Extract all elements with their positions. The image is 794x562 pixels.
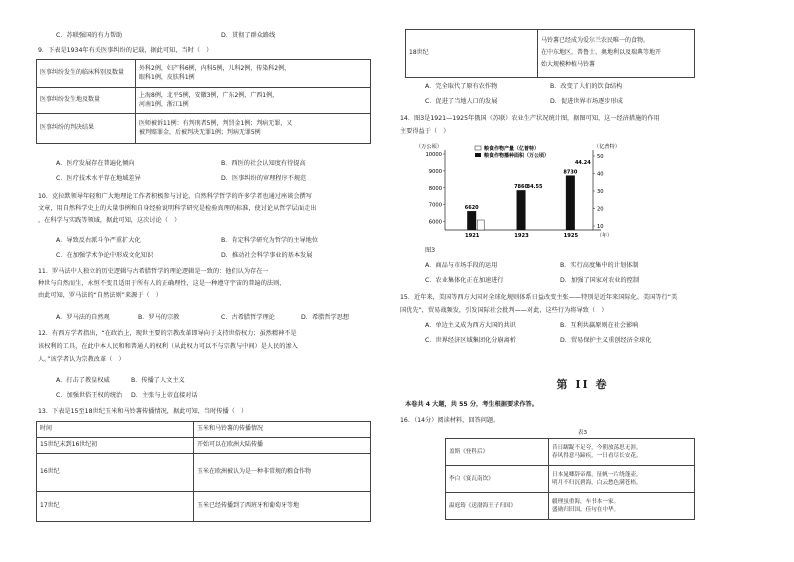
- q13-time: 16世纪: [37, 454, 194, 492]
- stem-line: 10．克拉默领导年轻和广大地理论工作者积极参与讨论，自然科学哲学的许多学者也通过座谈会撰写: [38, 193, 312, 200]
- option: B．互利共赢原则在社会影响: [560, 322, 639, 329]
- bar-sown-area: [517, 190, 526, 230]
- q9-cell-line: 被判赔罪金，后被判决无罪1例；判病无罪5例: [139, 128, 261, 136]
- stem-line: 15．近年来，美国等西方大国对全球化规则体系日益改变主张——特别是近年来国际化、美国等行“美: [400, 294, 678, 301]
- bar-sown-area: [566, 175, 575, 230]
- q9-row-label: 医事纠纷发生地及数量: [37, 88, 136, 114]
- poem-source: 温庭筠《送渤海王子归国》: [446, 493, 549, 520]
- option: C．在加强学术争论中形成文化知识: [56, 251, 154, 259]
- q13-info-line: 始大规模种植马铃薯: [541, 60, 596, 68]
- data-label: 8730: [563, 169, 578, 176]
- option: D．主张与上帝直接对话: [131, 391, 198, 399]
- q9-cell-line: 医师被诉11例：有判刑者5例，判罚金1例；判病无罪，又: [139, 119, 293, 127]
- stem-line: 文章，用自然科学史上的大量事例和自身经验说明科学研究是检验真理的标准，使讨论从哲学层面走出: [38, 204, 317, 212]
- legend-label: 粮食作物产量（亿普特）: [484, 146, 540, 152]
- q13-info: 玉米已经传播到了西班牙和葡萄牙等地: [194, 492, 371, 522]
- q9-cell-line: 眼科1例，皮肤科1例: [139, 73, 195, 81]
- option: A．完全取代了原有农作物: [425, 83, 498, 90]
- option: B．罗马的宗教: [138, 314, 180, 321]
- poem-line: 盛勋归旧国，佳句在中华。: [552, 507, 620, 513]
- option: D．希腊哲学思想: [301, 314, 350, 321]
- q13-info: 开始可以在欧洲大陆传播: [194, 438, 371, 454]
- legend-swatch-production: [475, 146, 481, 150]
- q9-cell-line: 外科2例，妇产科6例，内科5例，儿科2例，传染科2例，: [139, 64, 291, 72]
- stem-line: 11．罗马法中人独立的历史逻辑与古希腊哲学的理论逻辑是一致的：他们认为存在一: [38, 268, 269, 275]
- q15-options: [425, 322, 651, 346]
- x-tick-label: 1925: [563, 233, 579, 239]
- x-axis-unit: （年）: [597, 233, 613, 239]
- q10-options: [56, 237, 318, 261]
- poem-line: 明月不归沉碧海，白云愁色满苍梧。: [552, 480, 642, 486]
- option: D．促进世界市场逐步形成: [550, 97, 623, 105]
- q13-time: 17世纪: [37, 492, 194, 522]
- q9-options: [56, 160, 306, 184]
- y-tick-label-right: 30: [597, 189, 604, 195]
- option: D．医事纠纷的审理程序不规范: [221, 174, 307, 182]
- stem-line: ，在科学与实践等领域，据此可知，这次讨论（ ）: [38, 216, 181, 224]
- stem-line: 由此可知，罗马法的“自然法则”来源于（ ）: [38, 291, 162, 299]
- option: C．苏联强国的有力帮助: [56, 32, 123, 39]
- stem-line: 国优先”，贸易战频发，引发国际社会批判——对此，这些行为将导致（ ）: [400, 306, 608, 314]
- q13-info: 玉米在欧洲被认为是一种非常规的粮食作物: [194, 454, 371, 492]
- q9-table: [36, 59, 371, 144]
- q14-stem: [400, 115, 760, 137]
- poem-line: 昔日龌龊不足夸，今朝放荡思无涯。: [552, 444, 642, 451]
- x-tick-label: 1923: [514, 233, 529, 239]
- q10-stem: [38, 193, 373, 226]
- q15-stem: [400, 294, 760, 316]
- q9-row-label: 医事纠纷的判决结果: [37, 114, 136, 144]
- q11-options: [56, 314, 349, 323]
- option: B．西医的社会认知度有待提高: [221, 160, 306, 167]
- q12-stem: [38, 330, 373, 365]
- option: C．农业集体化正在加速进行: [425, 276, 504, 284]
- option: A．商品与市场手段的运用: [425, 262, 498, 269]
- q14-options: [425, 262, 639, 286]
- y-axis-label-right: （亿普特）: [594, 144, 620, 150]
- q12-options: [56, 377, 198, 401]
- option: D．推动社会科学事业的基本发展: [221, 251, 313, 259]
- option: C．古希腊哲学理论: [221, 314, 275, 321]
- stem-line: 该权利的工具，在此中本人民和和普通人的权利（从此权力可以不与宗教与中间）是人民的渗入: [38, 342, 298, 350]
- option: D．贸易保护主义重创经济全球化: [560, 336, 652, 344]
- q13-time: 18世纪: [406, 30, 538, 78]
- x-tick-label: 1921: [464, 233, 480, 239]
- option: A．罗马法的自然观: [56, 314, 110, 321]
- poem-line: 疆理虽重海，车书本一家。: [552, 498, 620, 505]
- table-title: 表3: [577, 430, 588, 436]
- option: C．加强世俗王权的统治: [56, 391, 123, 399]
- option: A．单边主义成为西方大国的共识: [425, 322, 516, 329]
- data-label: 34.55: [526, 184, 543, 191]
- y-tick-label-right: 10: [597, 224, 604, 230]
- bar-sown-area: [467, 211, 476, 230]
- q13-options: [425, 83, 623, 107]
- section-note: 本卷共 4 大题，共 55 分，考生根据要求作答。: [405, 401, 538, 408]
- poem-table: [445, 438, 695, 520]
- option: D．贯彻了群众路线: [221, 32, 276, 39]
- figure-caption: 图3: [425, 247, 436, 254]
- poem-source: 李白《宴瓦南饮》: [446, 466, 549, 493]
- y-tick-label: 7000: [428, 202, 442, 209]
- y-tick-label: 10000: [425, 152, 442, 158]
- stem-line: 主要得益于（ ）: [400, 127, 450, 135]
- q13-stem: 13．下表是15至18世纪玉米和马铃薯传播情况，据此可知，当时传播（ ）: [38, 408, 248, 415]
- option: A．医疗发展存在普遍化倾向: [56, 160, 135, 167]
- y-tick-label-right: 20: [597, 206, 604, 213]
- y-tick-label: 9000: [428, 168, 442, 175]
- q9-cell-line: 河南1例，浙江1例: [139, 100, 189, 108]
- option: B．传播了人文主义: [131, 377, 185, 384]
- stem-line: 12．有西方学者指出，“在政治上，现世主要的宗教改革即导向于支持世俗权力；虽然精神不是: [38, 330, 297, 337]
- y-tick-label: 8000: [428, 185, 442, 192]
- data-label: 44.24: [574, 160, 591, 167]
- option: A．打击了教皇权威: [56, 377, 110, 384]
- legend-swatch-area: [475, 153, 481, 157]
- stem-line: 种世与自然而生，永恒不变且适用于所有人的正确理性，这是一种遵守宇宙的普遍的法则，: [38, 279, 286, 287]
- bar-chart: [405, 142, 620, 244]
- stem-line: 14．图3是1921—1925年俄国（苏联）农业生产状况统计图，据图可知，这一经济措施的作用: [400, 115, 660, 122]
- q13-table: [36, 421, 371, 522]
- q9-row-label: 医事纠纷发生的临床科别及数量: [37, 60, 136, 88]
- option: C．世界经济区域集团化分崩离析: [425, 336, 516, 344]
- data-label: 6620: [464, 205, 479, 212]
- option: A．导致反右派斗争严重扩大化: [56, 237, 141, 244]
- option: B．肯定科学研究为哲学的主导地位: [221, 237, 319, 244]
- bar-production: [477, 220, 484, 230]
- y-axis-label-left: （万公顷）: [416, 144, 442, 150]
- data-label: 7860: [514, 184, 528, 191]
- poem-line: 日本晁卿辞帝都，征帆一片绕蓬壶。: [552, 471, 642, 478]
- stem-line: 人。”该学者认为宗教改革（ ）: [38, 355, 125, 363]
- q13-header: 玉米和马铃薯的传播情况: [194, 422, 371, 438]
- q13-time: 15世纪末到16世纪初: [37, 438, 194, 454]
- option: C．医疗技术水平存在地域差异: [56, 174, 141, 182]
- q13-info-line: 马铃薯已经成为爱尔兰农民唯一的食物。: [541, 37, 650, 45]
- section-title: 第 II 卷: [556, 378, 609, 391]
- q16-stem: 16．（14分）阅读材料，回答问题。: [400, 417, 500, 424]
- poem-source: 盖斯《登科后》: [446, 439, 549, 466]
- option: C．促进了当地人口的发展: [425, 97, 498, 105]
- q13-header: 时间: [37, 422, 194, 438]
- q9-cell-line: 上海8例，北平5例，安徽3例，广东2例，广西1例，: [139, 91, 279, 99]
- q8-options: [56, 32, 275, 41]
- q13-table-continued: [405, 29, 695, 78]
- option: B．改变了人们的饮食结构: [550, 83, 623, 90]
- option: D．加强了国家对农业的控制: [560, 276, 640, 284]
- option: B．实行高度集中的计划体制: [560, 262, 639, 269]
- y-tick-label-right: 40: [597, 171, 604, 178]
- y-tick-label-right: 50: [597, 154, 604, 160]
- q11-stem: [38, 268, 373, 301]
- q13-info-line: 在中东地区，普鲁士、奥地利以及瑞典等地开: [541, 49, 662, 57]
- q9-stem: 9．下表是1934年有关医事纠纷的记载，据此可知，当时（ ）: [38, 47, 213, 54]
- poem-line: 春风得意马蹄疾，一日看尽长安花。: [552, 453, 642, 459]
- y-tick-label: 6000: [428, 219, 442, 226]
- legend-label: 粮食作物播种面积（万公顷）: [484, 153, 550, 159]
